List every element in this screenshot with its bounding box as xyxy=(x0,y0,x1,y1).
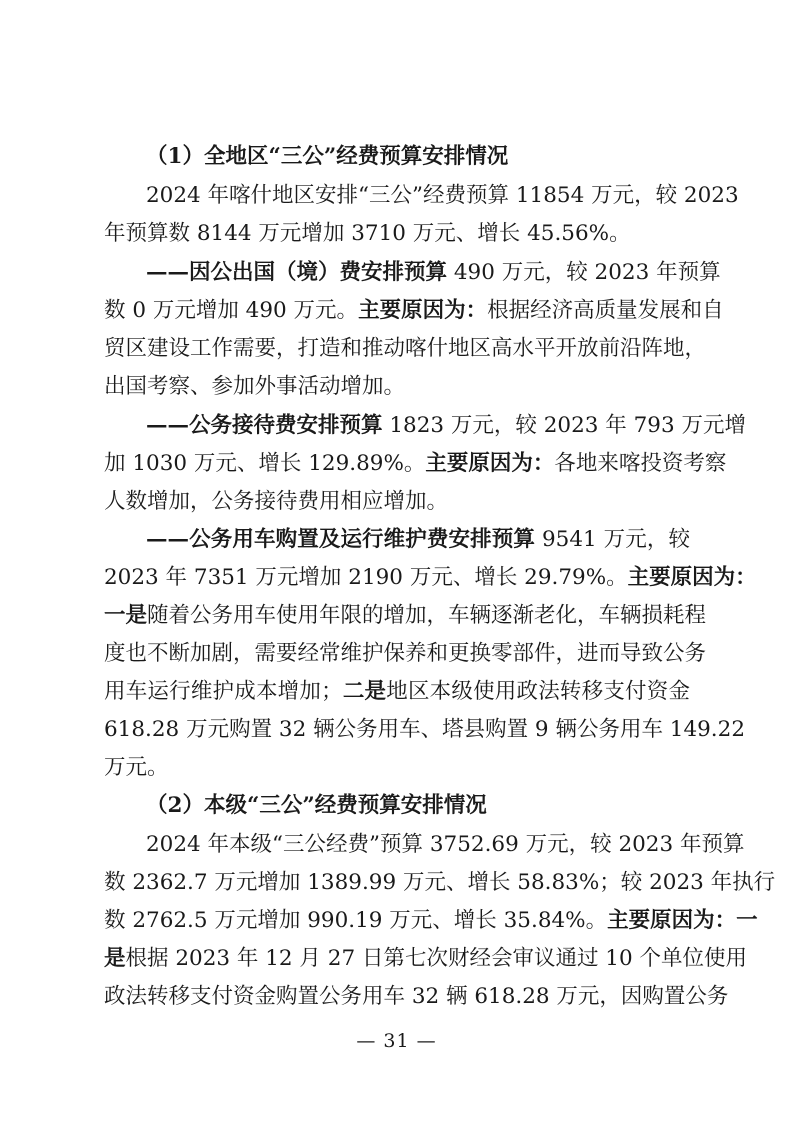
bold-label: ——公务用车购置及运行维护费安排预算 xyxy=(146,527,536,552)
paragraph-line: 人数增加，公务接待费用相应增加。 xyxy=(104,489,449,514)
paragraph-line xyxy=(104,596,707,636)
paragraph-line xyxy=(104,901,758,941)
paragraph-line xyxy=(146,520,690,560)
page-number: — 31 — xyxy=(356,1030,437,1052)
text-span: 加 1030 万元、增长 129.89%。 xyxy=(104,451,426,476)
bold-label: 二是 xyxy=(342,679,387,704)
text-span: 1823 万元，较 2023 年 793 万元增 xyxy=(382,413,746,438)
paragraph-line: 万元。 xyxy=(104,755,169,780)
section1-heading: （1）全地区“三公”经费预算安排情况 xyxy=(146,144,509,169)
paragraph-line: 政法转移支付资金购置公务用车 32 辆 618.28 万元，因购置公务 xyxy=(104,984,729,1009)
text-span: 各地来喀投资考察 xyxy=(554,451,727,476)
bold-label: 一是 xyxy=(104,603,148,628)
bold-label: 主要原因为： xyxy=(358,298,488,323)
paragraph-line xyxy=(104,672,690,712)
text-span: 地区本级使用政法转移支付资金 xyxy=(386,679,690,704)
paragraph-line: 618.28 万元购置 32 辆公务用车、塔县购置 9 辆公务用车 149.22 xyxy=(104,717,746,742)
text-span: 数 2762.5 万元增加 990.19 万元、增长 35.84%。 xyxy=(104,908,608,933)
section2-heading: （2）本级“三公”经费预算安排情况 xyxy=(146,793,487,818)
bold-label: ——公务接待费安排预算 xyxy=(146,413,383,438)
paragraph-line: 2024 年本级“三公经费”预算 3752.69 万元，较 2023 年预算 xyxy=(146,832,745,857)
paragraph-line: 度也不断加剧，需要经常维护保养和更换零部件，进而导致公务 xyxy=(104,641,707,666)
text-span: 根据经济高质量发展和自 xyxy=(487,298,724,323)
bold-label: 主要原因为： xyxy=(627,565,757,590)
text-span: 9541 万元，较 xyxy=(535,527,690,552)
paragraph-line xyxy=(104,444,727,484)
paragraph-line: 2024 年喀什地区安排“三公”经费预算 11854 万元，较 2023 xyxy=(146,183,739,208)
paragraph-line xyxy=(104,291,724,331)
text-span: 数 0 万元增加 490 万元。 xyxy=(104,298,359,323)
text-span: 用车运行维护成本增加； xyxy=(104,679,343,704)
bold-label: 主要原因为： xyxy=(425,451,555,476)
paragraph-line: 出国考察、参加外事活动增加。 xyxy=(104,374,406,399)
paragraph-line: 贸区建设工作需要，打造和推动喀什地区高水平开放前沿阵地， xyxy=(104,336,707,361)
paragraph-line xyxy=(146,253,721,293)
paragraph-line xyxy=(104,558,757,598)
paragraph-line xyxy=(146,406,746,446)
bold-label: 是 xyxy=(104,946,126,971)
text-span: 根据 2023 年 12 月 27 日第七次财经会审议通过 10 个单位使用 xyxy=(125,946,747,971)
bold-label: ——因公出国（境）费安排预算 xyxy=(146,260,448,285)
paragraph-line xyxy=(104,939,747,979)
paragraph-line: 数 2362.7 万元增加 1389.99 万元、增长 58.83%；较 2023 年执行 xyxy=(104,870,776,895)
text-span: 随着公务用车使用年限的增加，车辆逐渐老化，车辆损耗程 xyxy=(147,603,707,628)
text-span: 490 万元，较 2023 年预算 xyxy=(447,260,721,285)
bold-label: 主要原因为：一 xyxy=(607,908,758,933)
paragraph-line: 年预算数 8144 万元增加 3710 万元、增长 45.56%。 xyxy=(104,221,631,246)
text-span: 2023 年 7351 万元增加 2190 万元、增长 29.79%。 xyxy=(104,565,628,590)
